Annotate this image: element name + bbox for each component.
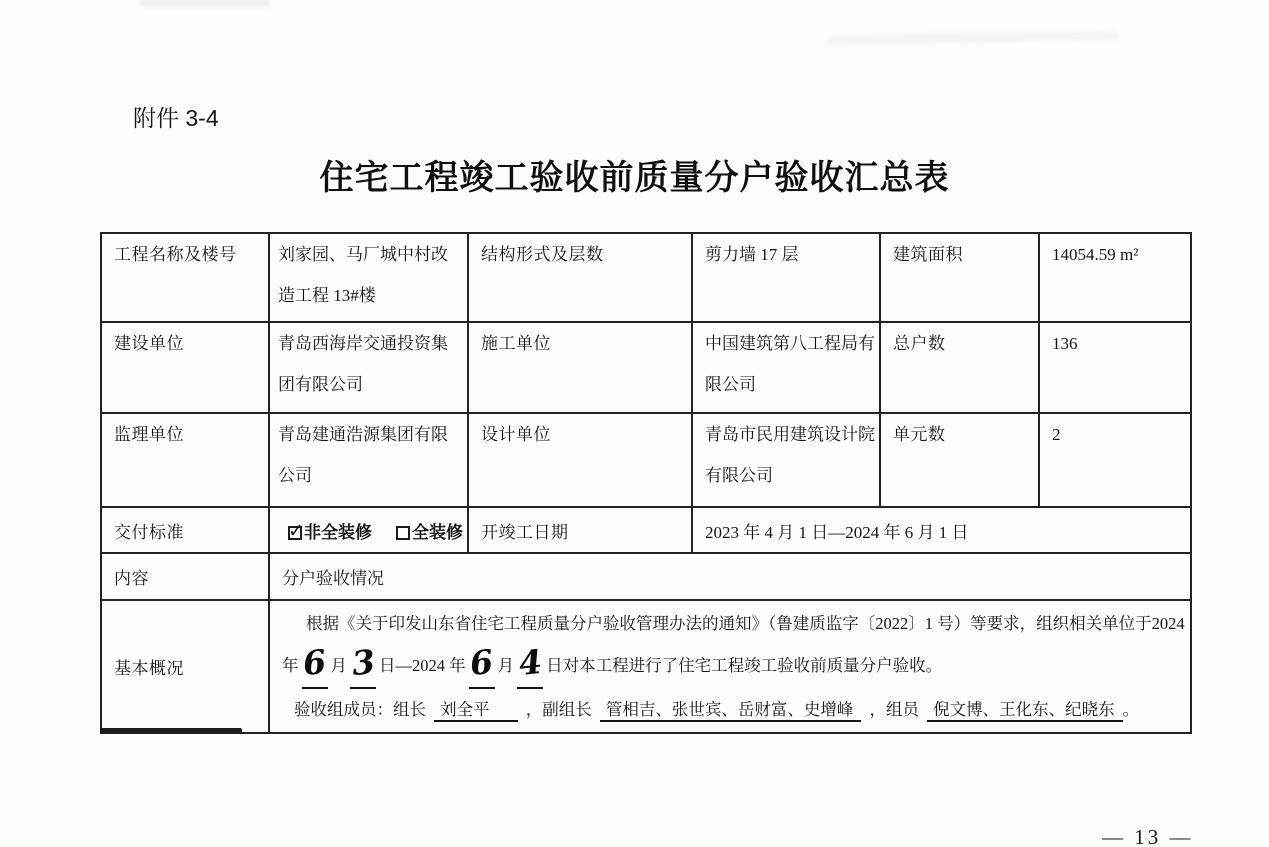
month-fill-in-field[interactable]: [468, 641, 496, 689]
area-label: 建筑面积: [880, 233, 1039, 322]
handwritten-day: 4: [516, 641, 544, 683]
member-names: 倪文博、王化东、纪晓东: [927, 700, 1123, 722]
design-unit-value: 青岛市民用建筑设计院有限公司: [692, 413, 880, 507]
table-row: [101, 553, 1191, 600]
supervision-unit-value: 青岛建通浩源集团有限公司: [269, 413, 468, 507]
handwritten-day: 3: [349, 641, 377, 683]
unit-count-value: 2: [1039, 413, 1191, 507]
scan-artifact: [140, 0, 270, 6]
checkbox-not-fully-decorated[interactable]: [288, 518, 372, 543]
unit-count-label: 单元数: [880, 413, 1039, 507]
checkbox-icon[interactable]: [288, 519, 304, 542]
handwritten-month: 6: [300, 641, 328, 683]
table-row: [101, 600, 1191, 733]
text-segment: ，副组长: [525, 699, 592, 719]
check-mark-icon: ✓: [288, 519, 304, 542]
project-name-value: 刘家园、马厂城中村改造工程 13#楼: [269, 233, 468, 322]
checkbox-label: 全装修: [412, 522, 463, 542]
text-segment: 日对本工程进行了住宅工程竣工验收前质量分户验收。: [546, 655, 943, 675]
total-households-value: 136: [1039, 322, 1191, 413]
text-segment: 。: [1122, 699, 1140, 719]
construction-unit-label: 建设单位: [101, 322, 269, 413]
handwritten-month: 6: [468, 641, 496, 683]
text-segment: 验收组成员：组长: [294, 699, 426, 719]
dates-label: 开竣工日期: [468, 507, 692, 553]
delivery-standard-options: [269, 507, 468, 553]
page-number: — 13 —: [1102, 825, 1194, 847]
contractor-label: 施工单位: [468, 322, 692, 413]
text-segment: 日—2024 年: [379, 655, 466, 675]
structure-label: 结构形式及层数: [468, 233, 692, 322]
checkbox-icon[interactable]: [396, 526, 410, 540]
table-row: [101, 233, 1191, 322]
scan-artifact: [100, 728, 242, 733]
dates-value: 2023 年 4 月 1 日—2024 年 6 月 1 日: [692, 507, 1191, 553]
content-label: 内容: [101, 553, 269, 600]
day-fill-in-field[interactable]: [349, 641, 377, 689]
supervision-unit-label: 监理单位: [101, 413, 269, 507]
project-name-label: 工程名称及楼号: [101, 233, 269, 322]
checkbox-fully-decorated[interactable]: [396, 518, 463, 543]
overview-label: 基本概况: [101, 600, 269, 733]
acceptance-summary-table: [100, 232, 1192, 734]
checkbox-label: 非全装修: [304, 522, 372, 542]
table-row: [101, 322, 1191, 413]
table-row: [101, 507, 1191, 553]
total-households-label: 总户数: [880, 322, 1039, 413]
delivery-standard-label: 交付标准: [101, 507, 269, 553]
scan-artifact: [828, 31, 1118, 44]
overview-line-1: 根据《关于印发山东省住宅工程质量分户验收管理办法的通知》（鲁建质监字〔2022〕1 号）等要求，组织相关单位于2024: [306, 613, 1185, 633]
text-segment: 月: [330, 655, 347, 675]
content-value: 分户验收情况: [269, 553, 1191, 600]
text-segment: 月: [497, 655, 515, 675]
text-segment: 年: [282, 655, 299, 675]
construction-unit-value: 青岛西海岸交通投资集团有限公司: [269, 322, 468, 413]
group-leader-name: 刘全平: [434, 700, 518, 722]
design-unit-label: 设计单位: [468, 413, 692, 507]
contractor-value: 中国建筑第八工程局有限公司: [692, 322, 880, 413]
area-value: 14054.59 m²: [1039, 233, 1191, 322]
overview-line-2: [282, 641, 1186, 689]
attachment-label: 附件 3-4: [133, 105, 219, 131]
deputy-leaders-names: 管相吉、张世宾、岳财富、史增峰: [600, 700, 862, 722]
structure-value: 剪力墙 17 层: [692, 233, 880, 322]
text-segment: ，组员: [869, 699, 919, 719]
overview-line-3: [282, 689, 1186, 731]
table-row: [101, 413, 1191, 507]
overview-paragraph: [269, 600, 1191, 733]
day-fill-in-field[interactable]: [516, 641, 544, 689]
page-title: 住宅工程竣工验收前质量分户验收汇总表: [319, 159, 950, 197]
month-fill-in-field[interactable]: [300, 641, 328, 689]
